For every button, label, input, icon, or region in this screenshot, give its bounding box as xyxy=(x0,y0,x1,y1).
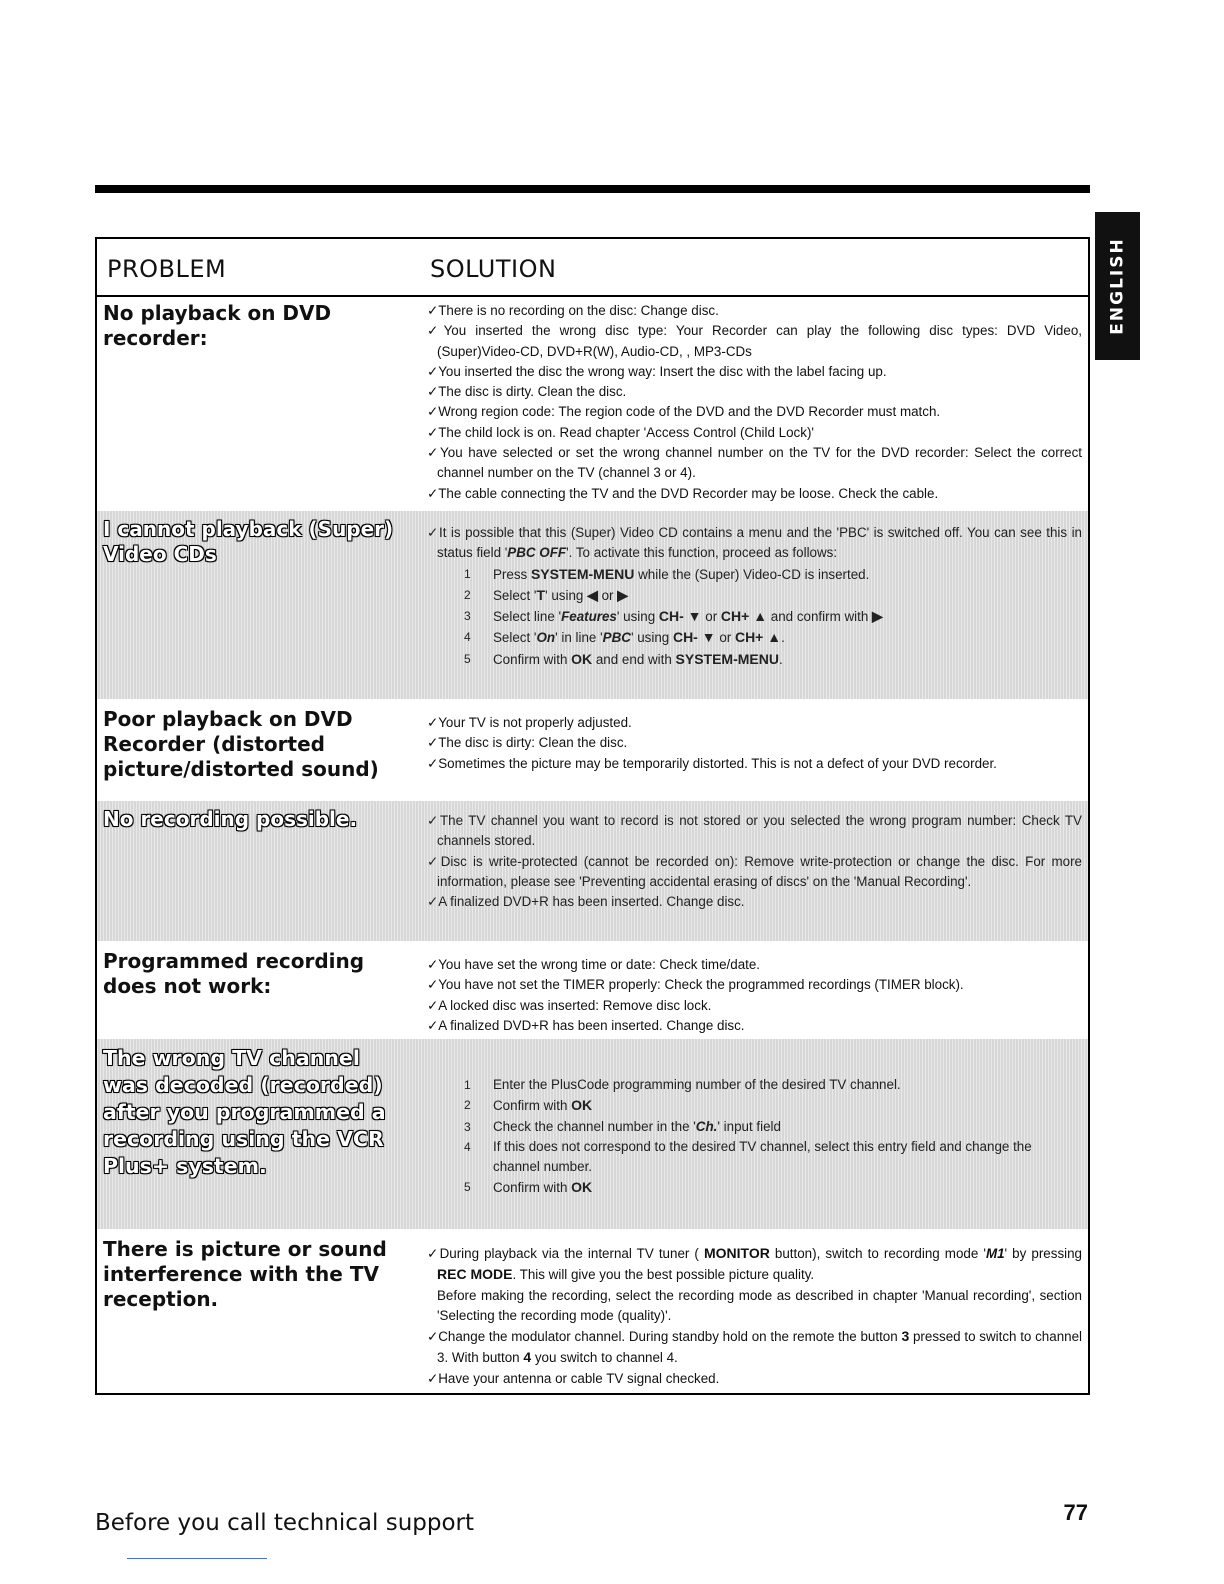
table-row xyxy=(97,801,1088,941)
step-item: 2 Confirm with OK xyxy=(464,1097,593,1114)
solution-item: ✓You inserted the wrong disc type: Your Recorder can play the following disc types: DVD Video, (Super)Video-CD, DVD+R(W), Audio-CD, , MP3-CDs xyxy=(427,323,1082,359)
step-item: 3 Select line 'Features' using CH- ▼ or CH+ ▲ and confirm with ▶ xyxy=(464,608,883,625)
solution-item: ✓A locked disc was inserted: Remove disc lock. xyxy=(427,997,712,1013)
solution-cell xyxy=(427,955,1082,1036)
step-item: 4 Select 'On' in line 'PBC' using CH- ▼ or CH+ ▲. xyxy=(464,629,785,646)
problem-cell: No playback on DVD recorder: xyxy=(103,301,332,350)
page-number: 77 xyxy=(1063,1500,1088,1525)
table-row xyxy=(97,701,1088,797)
troubleshooting-table xyxy=(95,237,1090,1395)
solution-cell xyxy=(427,523,1082,670)
step-item: 1 Enter the PlusCode programming number of the desired TV channel. xyxy=(464,1077,901,1092)
solution-cell xyxy=(427,1075,1082,1199)
solution-item: ✓Have your antenna or cable TV signal checked. xyxy=(427,1370,720,1386)
solution-item: ✓The disc is dirty. Clean the disc. xyxy=(427,384,627,400)
problem-cell: The wrong TV channel was decoded (recorded) after you programmed a recording using the VCR Plus+ system. xyxy=(103,1046,386,1178)
step-list xyxy=(427,564,1082,670)
solution-item: Before making the recording, select the recording mode as described in chapter 'Manual recording', section 'Selecting the recording mode (quality)'. xyxy=(437,1287,1082,1323)
solution-item: ✓Wrong region code: The region code of the DVD and the DVD Recorder must match. xyxy=(427,404,941,420)
solution-cell xyxy=(427,301,1082,504)
solution-item: ✓Change the modulator channel. During standby hold on the remote the button 3 pressed to switch to channel 3. With button 4 you switch to channel 4. xyxy=(427,1328,1083,1366)
solution-item: ✓You have selected or set the wrong channel number on the TV for the DVD recorder: Select the correct channel number on the TV (channel 3 or 4). xyxy=(427,445,1082,481)
solution-cell xyxy=(427,713,1082,774)
problem-cell: Programmed recording does not work: xyxy=(103,949,365,998)
step-item: 4 If this does not correspond to the desired TV channel, select this entry field and change the channel number. xyxy=(464,1138,1032,1175)
problem-cell: Poor playback on DVD Recorder (distorted picture/distorted sound) xyxy=(103,707,379,781)
solution-cell xyxy=(427,1243,1082,1389)
solution-item: ✓There is no recording on the disc: Change disc. xyxy=(427,303,719,318)
solution-item: ✓The cable connecting the TV and the DVD Recorder may be loose. Check the cable. xyxy=(427,485,939,501)
table-row xyxy=(97,943,1088,1039)
top-rule xyxy=(95,185,1090,193)
left-arrow-icon: ◀ xyxy=(587,586,598,603)
step-item: 5 Confirm with OK xyxy=(464,1179,593,1196)
solution-item: ✓It is possible that this (Super) Video CD contains a menu and the 'PBC' is switched off. You can see this in status field 'PBC OFF'. To activate this function, proceed as follows: xyxy=(427,525,1082,561)
problem-cell: There is picture or sound interference with the TV reception. xyxy=(103,1237,387,1311)
problem-cell: I cannot playback (Super) Video CDs xyxy=(103,517,394,566)
right-arrow-icon: ▶ xyxy=(617,586,628,603)
solution-cell xyxy=(427,811,1082,912)
step-list xyxy=(427,1075,1082,1199)
solution-item: ✓You inserted the disc the wrong way: Insert the disc with the label facing up. xyxy=(427,363,887,379)
solution-item: ✓Disc is write-protected (cannot be recorded on): Remove write-protection or change the disc. For more information, please see 'Preventing accidental erasing of discs' on the 'Manual Recording'. xyxy=(427,853,1082,889)
footer-title: Before you call technical support xyxy=(95,1510,475,1536)
solution-item: ✓Your TV is not properly adjusted. xyxy=(427,715,632,730)
solution-item: ✓A finalized DVD+R has been inserted. Change disc. xyxy=(427,1017,745,1033)
table-row xyxy=(97,1039,1088,1229)
table-row xyxy=(97,511,1088,699)
language-tab xyxy=(1095,212,1140,360)
tools-icon: T xyxy=(536,586,546,603)
table-row xyxy=(97,295,1088,501)
step-item: 3 Check the channel number in the 'Ch.' input field xyxy=(464,1118,781,1134)
step-item: 2 Select 'T' using ◀ or ▶ xyxy=(464,586,628,603)
header-solution: SOLUTION xyxy=(430,255,557,283)
header-problem: PROBLEM xyxy=(107,255,227,283)
solution-item: ✓You have set the wrong time or date: Check time/date. xyxy=(427,957,761,972)
solution-item: ✓A finalized DVD+R has been inserted. Change disc. xyxy=(427,894,745,910)
problem-cell: No recording possible. xyxy=(103,807,358,831)
table-row xyxy=(97,1231,1088,1393)
solution-item: ✓You have not set the TIMER properly: Check the programmed recordings (TIMER block). xyxy=(427,977,964,993)
solution-item: ✓Sometimes the picture may be temporarily distorted. This is not a defect of your DVD recorder. xyxy=(427,755,997,771)
language-tab-label: ENGLISH xyxy=(1107,237,1128,335)
solution-item: ✓The TV channel you want to record is not stored or you selected the wrong program number: Check TV channels stored. xyxy=(427,813,1082,849)
step-item: 5 Confirm with OK and end with SYSTEM-MENU. xyxy=(464,650,783,667)
footer-rule xyxy=(127,1558,267,1559)
solution-item: ✓During playback via the internal TV tuner ( MONITOR button), switch to recording mode 'M1' by pressing REC MODE. This will give you the best possible picture quality. xyxy=(427,1245,1083,1283)
table-header xyxy=(97,239,1088,297)
right-arrow-icon: ▶ xyxy=(872,608,883,625)
solution-item: ✓The disc is dirty: Clean the disc. xyxy=(427,735,628,751)
step-item: 1 Press SYSTEM-MENU while the (Super) Video-CD is inserted. xyxy=(464,565,870,582)
solution-item: ✓The child lock is on. Read chapter 'Access Control (Child Lock)' xyxy=(427,424,814,440)
